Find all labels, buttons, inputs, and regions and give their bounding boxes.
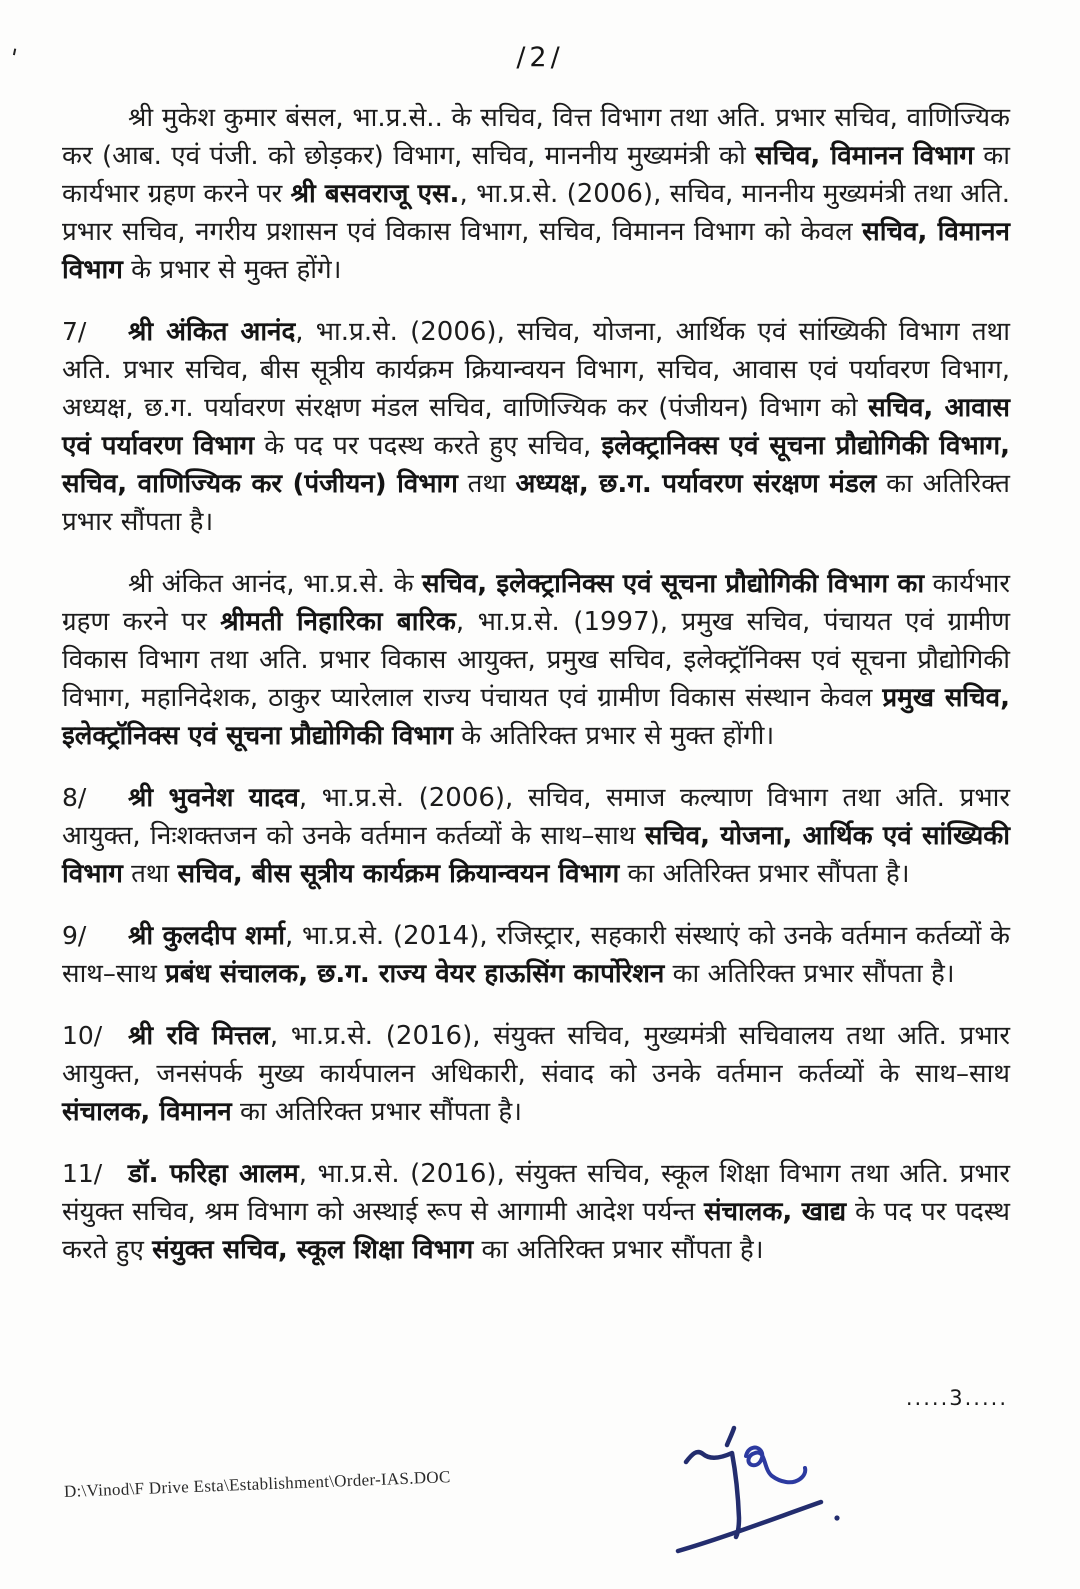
bold-text-run: श्री रवि मित्तल	[128, 1021, 270, 1051]
text-run: , भा.प्र.से. (2016), संयुक्त सचिव, मुख्यमंत्री सचिवालय तथा अति. प्रभार आयुक्त, जनसंपर्क मुख्य कार्यपालन अधिकारी, संवाद को उनके वर्तमान कर्तव्यों के साथ–साथ	[62, 1021, 1010, 1089]
text-run: , भा.प्र.से. (1997), प्रमुख सचिव, पंचायत एवं ग्रामीण विकास विभाग तथा अति. प्रभार विकास आयुक्त, प्रमुख सचिव, इलेक्ट्रॉनिक्स एवं सूचना प्रौद्योगिकी विभाग, महानिदेशक, ठाकुर प्यारेलाल राज्य पंचायत एवं ग्रामीण विकास संस्थान केवल	[62, 607, 1011, 713]
order-paragraph-8	[62, 779, 1010, 893]
signature-loop-stroke	[746, 1448, 805, 1483]
order-paragraph-9	[62, 917, 1010, 993]
bold-text-run: सचिव, योजना, आर्थिक एवं सांख्यिकी विभाग	[62, 821, 1010, 889]
signature-tick-stroke	[727, 1428, 734, 1445]
order-paragraph-10	[62, 1017, 1010, 1131]
text-run: तथा	[122, 859, 178, 889]
paragraph-number: 8/	[62, 783, 87, 812]
paragraph-number: 9/	[62, 921, 87, 950]
text-run: के प्रभार से मुक्त होंगे।	[122, 255, 342, 285]
bold-text-run: श्री बसवराजू एस.	[290, 179, 460, 209]
bold-text-run: सचिव, आवास एवं पर्यावरण विभाग	[62, 393, 1011, 461]
text-run: का अतिरिक्त प्रभार सौंपता है।	[473, 1235, 764, 1265]
signature-ink-dot	[834, 1515, 839, 1520]
text-run: श्री मुकेश कुमार बंसल, भा.प्र.से.. के सचिव, वित्त विभाग तथा अति. प्रभार सचिव, वाणिज्यिक कर (आब. एवं पंजी. को छोड़कर) विभाग, सचिव, माननीय मुख्यमंत्री को	[62, 103, 1010, 171]
order-paragraph	[62, 99, 1010, 289]
bold-text-run: संयुक्त सचिव, स्कूल शिक्षा विभाग	[152, 1235, 474, 1265]
order-paragraph-11	[62, 1155, 1010, 1269]
bold-text-run: सचिव, बीस सूत्रीय कार्यक्रम क्रियान्वयन विभाग	[177, 859, 620, 889]
bold-text-run: श्रीमती निहारिका बारिक	[220, 607, 456, 637]
bold-text-run: डॉ. फरिहा आलम	[128, 1159, 299, 1189]
text-run: का अतिरिक्त प्रभार सौंपता है।	[619, 859, 910, 889]
signature-slash-stroke	[678, 1502, 821, 1551]
bold-text-run: श्री अंकित आनंद	[128, 317, 296, 347]
text-run: का अतिरिक्त प्रभार सौंपता है।	[664, 959, 955, 989]
scan-artifact-mark: '	[7, 43, 20, 73]
bold-text-run: प्रमुख सचिव, इलेक्ट्रॉनिक्स एवं सूचना प्रौद्योगिकी विभाग	[62, 683, 1010, 751]
text-run: का अतिरिक्त प्रभार सौंपता है।	[62, 469, 1010, 537]
text-run: , भा.प्र.से. (2016), संयुक्त सचिव, स्कूल शिक्षा विभाग तथा अति. प्रभार संयुक्त सचिव, श्रम विभाग को अस्थाई रूप से आगामी आदेश पर्यन्त	[62, 1159, 1011, 1227]
bold-text-run: सचिव, विमानन विभाग	[755, 141, 974, 171]
paragraph-number: 7/	[62, 317, 87, 346]
text-run: के पद पर पदस्थ करते हुए	[62, 1197, 1010, 1265]
bold-text-run: श्री कुलदीप शर्मा	[128, 921, 286, 951]
file-path: D:\Vinod\F Drive Esta\Establishment\Order-IAS.DOC	[63, 1467, 451, 1501]
paragraph-number: 10/	[62, 1021, 103, 1050]
text-run: , भा.प्र.से. (2014), रजिस्ट्रार, सहकारी संस्थाएं को उनके वर्तमान कर्तव्यों के साथ–साथ	[62, 921, 1010, 989]
page-number: /2/	[516, 42, 564, 73]
bold-text-run: संचालक, खाद्य	[703, 1197, 847, 1227]
order-paragraph	[62, 565, 1010, 755]
bold-text-run: प्रबंध संचालक, छ.ग. राज्य वेयर हाऊसिंग कार्पोरेशन	[165, 959, 665, 989]
text-run: , भा.प्र.से. (2006), सचिव, माननीय मुख्यमंत्री तथा अति. प्रभार सचिव, नगरीय प्रशासन एवं विकास विभाग, सचिव, विमानन विभाग को केवल	[62, 179, 1010, 247]
text-run: के अतिरिक्त प्रभार से मुक्त होंगी।	[453, 721, 775, 751]
text-run: का कार्यभार ग्रहण करने पर	[62, 141, 1011, 209]
bold-text-run: इलेक्ट्रानिक्स एवं सूचना प्रौद्योगिकी विभाग, सचिव, वाणिज्यिक कर (पंजीयन) विभाग	[62, 431, 1010, 499]
bold-text-run: सचिव, विमानन विभाग	[62, 217, 1010, 285]
document-body	[0, 73, 1080, 1269]
text-run: , भा.प्र.से. (2006), सचिव, योजना, आर्थिक एवं सांख्यिकी विभाग तथा अति. प्रभार सचिव, बीस सूत्रीय कार्यक्रम क्रियान्वयन विभाग, सचिव, आवास एवं पर्यावरण विभाग, अध्यक्ष, छ.ग. पर्यावरण संरक्षण मंडल सचिव, वाणिज्यिक कर (पंजीयन) विभाग को	[62, 317, 1010, 423]
text-run: कार्यभार ग्रहण करने पर	[62, 569, 1010, 637]
text-run: तथा	[457, 469, 516, 499]
bold-text-run: अध्यक्ष, छ.ग. पर्यावरण संरक्षण मंडल	[515, 469, 877, 499]
paragraph-number: 11/	[62, 1159, 103, 1188]
text-run: के पद पर पदस्थ करते हुए सचिव,	[254, 431, 602, 461]
bold-text-run: संचालक, विमानन	[62, 1097, 232, 1127]
signature-ink	[648, 1392, 878, 1562]
signature-main-stroke	[686, 1452, 739, 1537]
text-run: , भा.प्र.से. (2006), सचिव, समाज कल्याण विभाग तथा अति. प्रभार आयुक्त, निःशक्तजन को उनके वर्तमान कर्तव्यों के साथ–साथ	[62, 783, 1011, 851]
bold-text-run: सचिव, इलेक्ट्रानिक्स एवं सूचना प्रौद्योगिकी विभाग का	[422, 569, 925, 599]
text-run: का अतिरिक्त प्रभार सौंपता है।	[231, 1097, 522, 1127]
bold-text-run: श्री भुवनेश यादव	[128, 783, 299, 813]
text-run: श्री अंकित आनंद, भा.प्र.से. के	[128, 569, 423, 599]
order-paragraph-7	[62, 313, 1010, 541]
continuation-marker: .....3.....	[905, 1386, 1008, 1410]
